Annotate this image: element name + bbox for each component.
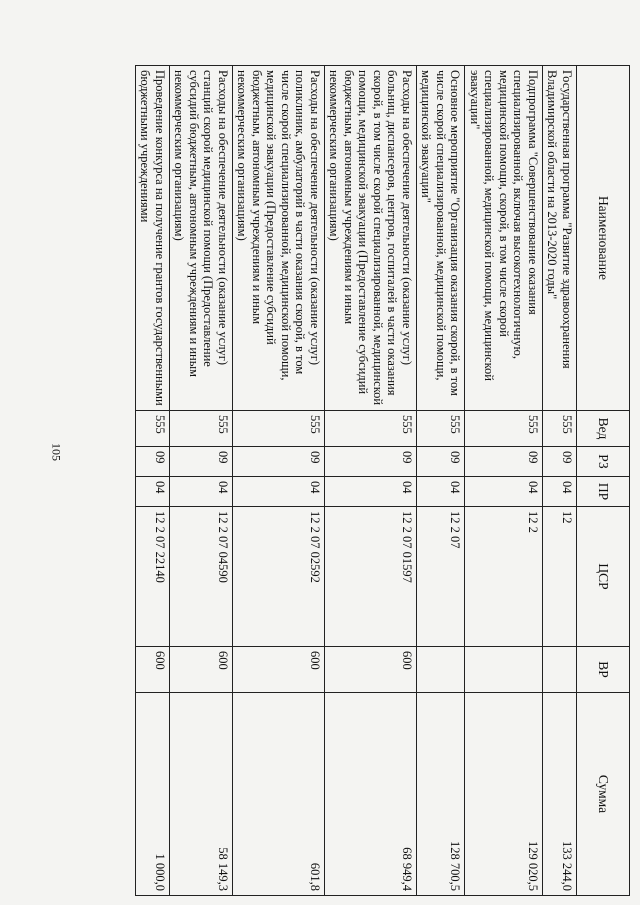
cell-vr (465, 647, 543, 693)
cell-ved: 555 (136, 411, 170, 447)
cell-name: Расходы на обеспечение деятельности (оказание услуг) станций скорой медицинской помощи (Предоставление субсидий бюджетным, автономным учреждениям и иным некоммерческим организациям) (170, 66, 233, 411)
cell-vr: 600 (325, 647, 417, 693)
cell-name: Расходы на обеспечение деятельности (оказание услуг) больниц, диспансеров, центров, госпиталей в части оказания скорой, в том числе скорой специализированной, медицинской помощи, медицинской эвакуации (Предоставление субсидий бюджетным, автономным учреждениям и иным некоммерческим организациям) (325, 66, 417, 411)
cell-vr (417, 647, 466, 693)
cell-ved: 555 (543, 411, 577, 447)
cell-name: Проведение конкурса на получение грантов государственными бюджетными учреждениями (136, 66, 170, 411)
table-row (543, 66, 577, 896)
table-row (465, 66, 543, 896)
table-row (325, 66, 417, 896)
cell-name: Основное мероприятие "Организация оказания скорой, в том числе скорой специализированной, медицинской помощи, медицинской эвакуации" (417, 66, 466, 411)
cell-sum: 58 149,3 (170, 693, 233, 896)
cell-csr: 12 2 07 22140 (136, 507, 170, 647)
header-vr: ВР (577, 647, 630, 693)
cell-rz: 09 (543, 447, 577, 477)
cell-csr: 12 2 (465, 507, 543, 647)
cell-pr: 04 (465, 477, 543, 507)
table-row (417, 66, 466, 896)
cell-csr: 12 2 07 02592 (233, 507, 325, 647)
cell-sum: 133 244,0 (543, 693, 577, 896)
cell-csr: 12 (543, 507, 577, 647)
cell-sum: 128 700,5 (417, 693, 466, 896)
header-pr: ПР (577, 477, 630, 507)
cell-sum: 601,8 (233, 693, 325, 896)
cell-rz: 09 (233, 447, 325, 477)
cell-pr: 04 (233, 477, 325, 507)
table-row (233, 66, 325, 896)
cell-ved: 555 (325, 411, 417, 447)
page-number: 105 (49, 443, 64, 461)
cell-ved: 555 (233, 411, 325, 447)
header-name: Наименование (577, 66, 630, 411)
cell-name: Подпрограмма "Совершенствование оказания специализированной, включая высокотехнологичную, медицинской помощи, скорой, в том числе скорой специализированной, медицинской помощи, медицинской эвакуации" (465, 66, 543, 411)
cell-name: Расходы на обеспечение деятельности (оказание услуг) поликлиник, амбулаторий в части оказания скорой, в том числе скорой специализированной, медицинской помощи, медицинской эвакуации (Предоставление субсидий бюджетным, автономным учреждениям и иным некоммерческим организациям) (233, 66, 325, 411)
cell-pr: 04 (325, 477, 417, 507)
cell-sum: 68 949,4 (325, 693, 417, 896)
cell-sum: 1 000,0 (136, 693, 170, 896)
table-header-row (577, 66, 630, 896)
cell-ved: 555 (417, 411, 466, 447)
cell-sum: 129 020,5 (465, 693, 543, 896)
cell-vr (543, 647, 577, 693)
header-ved: Вед (577, 411, 630, 447)
header-csr: ЦСР (577, 507, 630, 647)
cell-pr: 04 (543, 477, 577, 507)
cell-ved: 555 (465, 411, 543, 447)
cell-vr: 600 (170, 647, 233, 693)
cell-ved: 555 (170, 411, 233, 447)
cell-pr: 04 (417, 477, 466, 507)
cell-pr: 04 (136, 477, 170, 507)
cell-rz: 09 (170, 447, 233, 477)
cell-rz: 09 (136, 447, 170, 477)
table-row (136, 66, 170, 896)
header-sum: Сумма (577, 693, 630, 896)
cell-name: Государственная программа "Развитие здравоохранения Владимирской области на 2013-2020 годы" (543, 66, 577, 411)
cell-vr: 600 (233, 647, 325, 693)
cell-csr: 12 2 07 (417, 507, 466, 647)
cell-pr: 04 (170, 477, 233, 507)
table-row (170, 66, 233, 896)
cell-csr: 12 2 07 01597 (325, 507, 417, 647)
budget-table (135, 65, 630, 896)
rotated-table-container (110, 65, 630, 895)
cell-rz: 09 (417, 447, 466, 477)
cell-rz: 09 (465, 447, 543, 477)
cell-csr: 12 2 07 04590 (170, 507, 233, 647)
cell-vr: 600 (136, 647, 170, 693)
cell-rz: 09 (325, 447, 417, 477)
header-rz: РЗ (577, 447, 630, 477)
